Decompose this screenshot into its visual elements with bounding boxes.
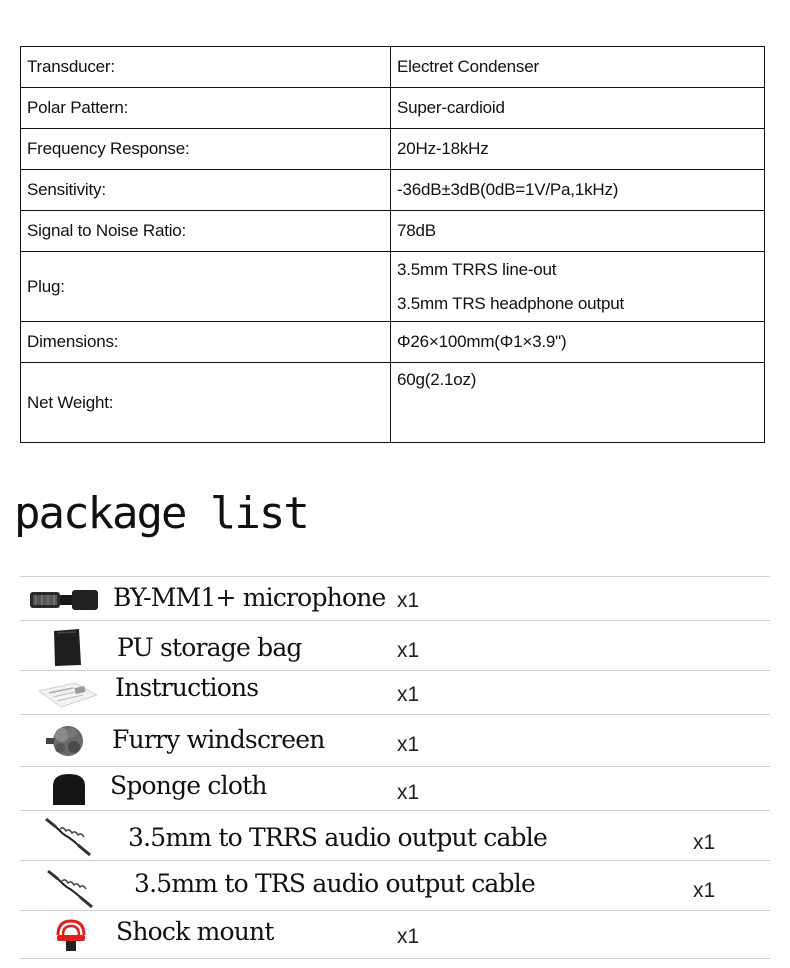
microphone-icon xyxy=(30,589,98,611)
package-item-qty: x1 xyxy=(397,589,420,612)
spec-value: Electret Condenser xyxy=(391,47,765,88)
spec-label: Dimensions: xyxy=(21,322,391,363)
spec-label: Transducer: xyxy=(21,47,391,88)
package-item xyxy=(20,620,770,671)
package-item xyxy=(20,576,770,621)
package-item-qty: x1 xyxy=(397,683,420,706)
package-item-qty: x1 xyxy=(397,733,420,756)
package-item-name: Sponge cloth xyxy=(110,771,267,800)
package-item xyxy=(20,860,770,911)
spec-value xyxy=(391,363,765,443)
spec-row xyxy=(21,322,765,363)
package-item-name: BY-MM1+ microphone xyxy=(113,583,386,612)
storage-bag-icon xyxy=(52,627,82,667)
spec-value: Φ26×100mm(Φ1×3.9") xyxy=(391,322,765,363)
instructions-icon xyxy=(35,677,101,711)
spec-label: Plug: xyxy=(21,252,391,322)
package-item-qty: x1 xyxy=(397,925,420,948)
package-list-title: package list xyxy=(14,488,308,539)
package-item-name: Shock mount xyxy=(116,917,274,946)
spec-label: Net Weight: xyxy=(21,363,391,443)
package-item-qty: x1 xyxy=(397,639,420,662)
spec-row xyxy=(21,88,765,129)
cable-icon xyxy=(46,867,96,909)
furry-windscreen-icon xyxy=(42,721,90,761)
sponge-icon xyxy=(50,772,88,808)
package-item xyxy=(20,910,770,959)
spec-label: Frequency Response: xyxy=(21,129,391,170)
spec-value: 78dB xyxy=(391,211,765,252)
spec-label: Sensitivity: xyxy=(21,170,391,211)
package-list-bottom-divider xyxy=(20,958,770,959)
spec-value: -36dB±3dB(0dB=1V/Pa,1kHz) xyxy=(391,170,765,211)
package-item xyxy=(20,810,770,861)
package-item-name: 3.5mm to TRRS audio output cable xyxy=(128,823,547,852)
spec-value-line: 3.5mm TRS headphone output xyxy=(397,293,624,313)
spec-row xyxy=(21,47,765,88)
package-item-name: Furry windscreen xyxy=(112,725,325,754)
package-item-name: Instructions xyxy=(115,673,259,702)
spec-row xyxy=(21,129,765,170)
package-item-qty: x1 xyxy=(693,831,716,854)
spec-row xyxy=(21,363,765,443)
spec-row xyxy=(21,170,765,211)
spec-value xyxy=(391,252,765,322)
spec-value: 20Hz-18kHz xyxy=(391,129,765,170)
package-item xyxy=(20,670,770,715)
spec-row xyxy=(21,252,765,322)
spec-value-line: 60g(2.1oz) xyxy=(397,370,477,389)
spec-row xyxy=(21,211,765,252)
spec-value-line: 3.5mm TRRS line-out xyxy=(397,259,557,279)
package-item-qty: x1 xyxy=(397,781,420,804)
package-item xyxy=(20,766,770,811)
package-item-name: PU storage bag xyxy=(117,633,302,662)
package-item-qty: x1 xyxy=(693,879,716,902)
shock-mount-icon xyxy=(52,917,90,955)
spec-label: Signal to Noise Ratio: xyxy=(21,211,391,252)
cable-icon xyxy=(44,815,94,857)
spec-value: Super-cardioid xyxy=(391,88,765,129)
package-item xyxy=(20,714,770,767)
spec-label: Polar Pattern: xyxy=(21,88,391,129)
package-item-name: 3.5mm to TRS audio output cable xyxy=(134,869,535,898)
spec-table xyxy=(20,46,765,443)
